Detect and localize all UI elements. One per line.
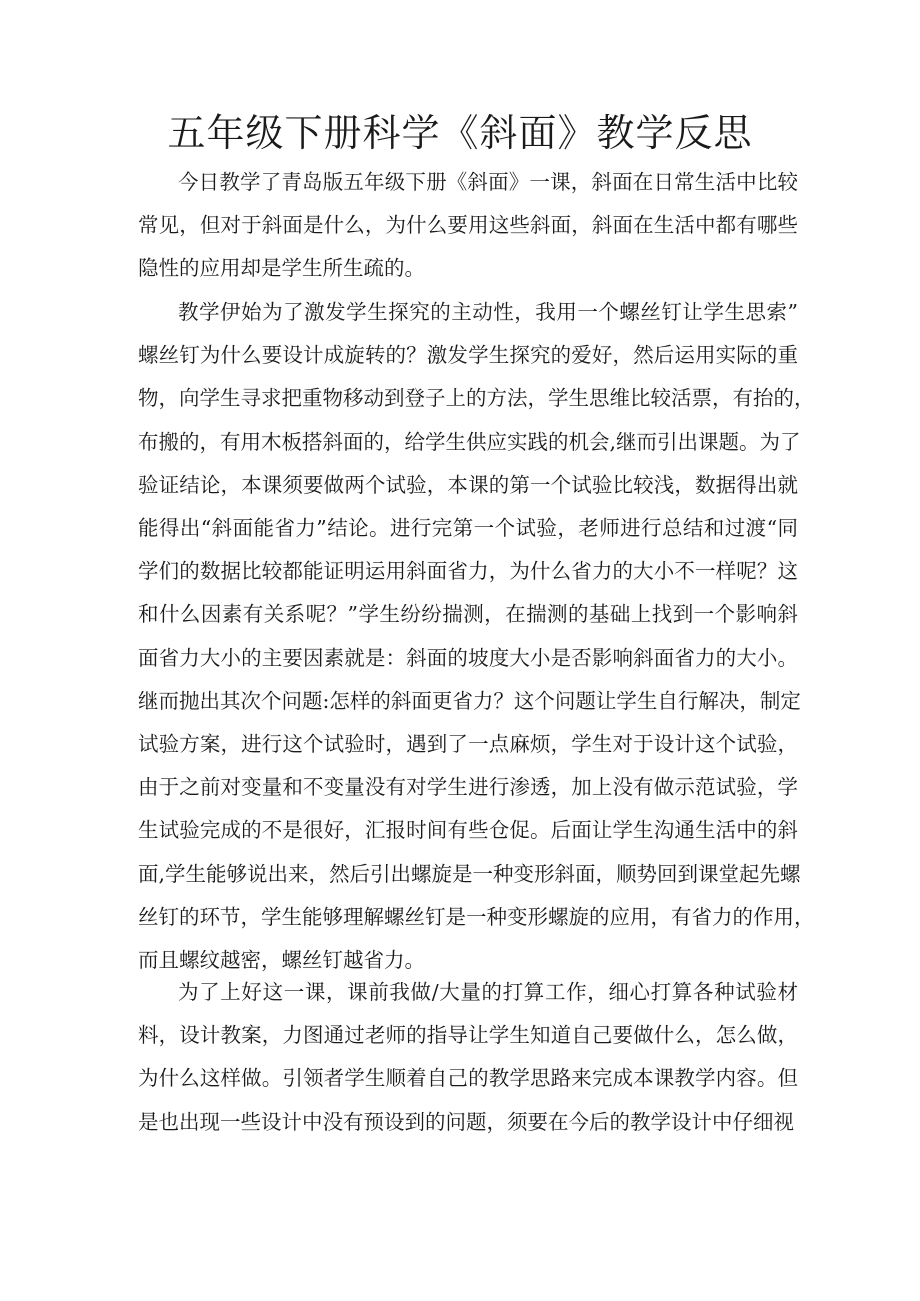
paragraph-line: 为什么这样做。引领者学生顺着自己的教学思路来完成本课教学内容。但 [138, 1066, 798, 1090]
paragraph-line: 螺丝钉为什么要设计成旋转的？激发学生探究的爱好，然后运用实际的重 [138, 343, 798, 367]
paragraph-line: 学们的数据比较都能证明运用斜面省力，为什么省力的大小不一样呢？这 [138, 559, 798, 583]
paragraph-line: 试验方案，进行这个试验时，遇到了一点麻烦，学生对于设计这个试验， [138, 732, 798, 756]
paragraph-line: 继而抛出其次个问题:怎样的斜面更省力？这个问题让学生自行解决，制定 [138, 689, 801, 713]
paragraph-line: 面,学生能够说出来，然后引出螺旋是一种变形斜面，顺势回到课堂起先螺 [138, 862, 801, 886]
paragraph-line: 面省力大小的主要因素就是：斜面的坡度大小是否影响斜面省力的大小。 [138, 646, 798, 670]
paragraph-line: 布搬的，有用木板搭斜面的，给学生供应实践的机会,继而引出课题。为了 [138, 430, 801, 454]
paragraph-line: 今日教学了青岛版五年级下册《斜面》一课，斜面在日常生活中比较 [178, 170, 798, 194]
paragraph-line: 生试验完成的不是很好，汇报时间有些仓促。后面让学生沟通生活中的斜 [138, 818, 798, 842]
paragraph-line: 是也出现一些设计中没有预设到的问题，须要在今后的教学设计中仔细视 [138, 1110, 794, 1134]
paragraph-line: 而且螺纹越密，螺丝钉越省力。 [138, 948, 425, 972]
document-title: 五年级下册科学《斜面》教学反思 [167, 111, 753, 155]
paragraph-line: 物，向学生寻求把重物移动到登子上的方法，学生思维比较活票，有抬的， [138, 386, 815, 410]
paragraph-line: 教学伊始为了激发学生探究的主动性，我用一个螺丝钉让学生思索” [178, 300, 798, 324]
paragraph-line: 能得出“斜面能省力”结论。进行完第一个试验，老师进行总结和过渡“同 [138, 516, 798, 540]
paragraph-line: 料，设计教案，力图通过老师的指导让学生知道自己要做什么，怎么做， [138, 1023, 798, 1047]
paragraph-line: 验证结论，本课须要做两个试验，本课的第一个试验比较浅，数据得出就 [138, 473, 798, 497]
paragraph-line: 丝钉的环节，学生能够理解螺丝钉是一种变形螺旋的应用，有省力的作用， [138, 905, 815, 929]
paragraph-line: 常见，但对于斜面是什么，为什么要用这些斜面，斜面在生活中都有哪些 [138, 213, 798, 237]
paragraph-line: 由于之前对变量和不变量没有对学生进行渗透，加上没有做示范试验，学 [138, 775, 798, 799]
paragraph-line: 隐性的应用却是学生所生疏的。 [138, 256, 425, 280]
paragraph-line: 和什么因素有关系呢？”学生纷纷揣测，在揣测的基础上找到一个影响斜 [138, 602, 798, 626]
paragraph-line: 为了上好这一课，课前我做/大量的打算工作，细心打算各种试验材 [178, 980, 798, 1004]
